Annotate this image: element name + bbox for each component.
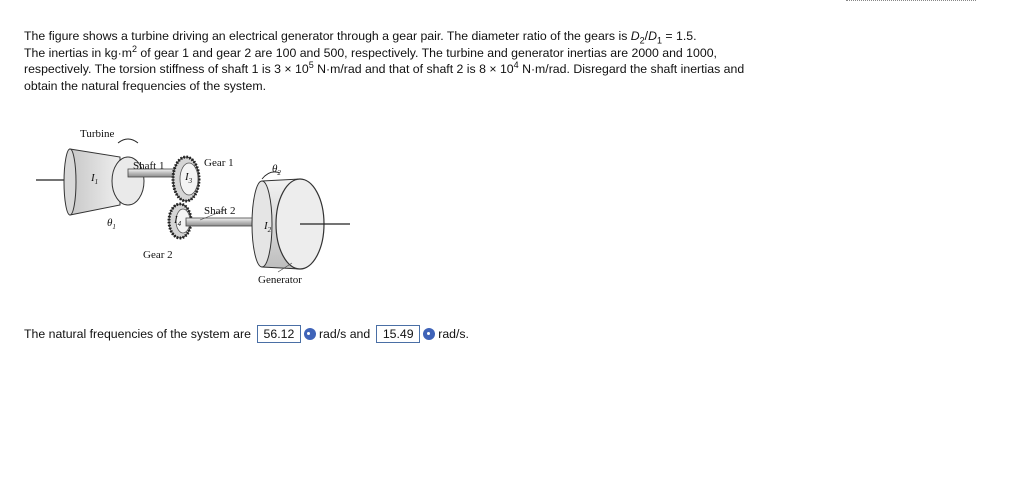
problem-line-2	[24, 45, 824, 62]
problem-text: respectively. The torsion stiffness of shaft 1 is 3 × 10	[24, 62, 309, 76]
info-circle-icon[interactable]	[304, 328, 316, 340]
I2-symbol: I	[264, 220, 268, 232]
shaft-2	[186, 218, 256, 226]
I3-subscript: 3	[188, 177, 193, 186]
I2-label	[264, 220, 271, 234]
I2-subscript: 2	[267, 226, 272, 235]
generator-label: Generator	[258, 274, 302, 286]
superscript: 5	[308, 59, 314, 70]
I4-symbol: I	[174, 214, 178, 226]
answer-input-2[interactable]: 15.49	[376, 325, 420, 343]
turbine-face	[64, 149, 76, 215]
system-diagram	[30, 123, 360, 293]
problem-text: N·m/rad and that of shaft 2 is 8 × 10	[313, 62, 514, 76]
theta2-subscript: 2	[277, 169, 281, 178]
answer-input-1[interactable]: 56.12	[257, 325, 301, 343]
theta2-label	[272, 163, 281, 177]
superscript: 4	[513, 59, 519, 70]
problem-text: The inertias in kg·m	[24, 45, 132, 60]
I1-label	[91, 172, 98, 186]
answer-prefix: The natural frequencies of the system are	[24, 327, 251, 341]
I4-label	[174, 214, 181, 228]
superscript: 2	[131, 43, 137, 54]
ratio-subscript: 2	[639, 35, 645, 46]
info-circle-icon[interactable]	[423, 328, 435, 340]
ratio-symbol: D	[630, 29, 640, 43]
answer-line	[24, 325, 469, 343]
ratio-slash: /	[644, 29, 649, 43]
I1-subscript: 1	[94, 178, 99, 187]
problem-line-1	[24, 28, 824, 45]
gear-2-label: Gear 2	[143, 249, 173, 261]
ratio-symbol: D	[648, 29, 657, 43]
problem-statement	[24, 28, 824, 94]
theta1-label	[107, 217, 116, 231]
theta1-symbol: θ	[107, 217, 113, 229]
answer-unit-1: rad/s and	[318, 327, 371, 341]
problem-text: N·m/rad. Disregard the shaft inertias and	[518, 62, 745, 76]
theta1-arrow	[118, 139, 138, 143]
problem-line-4: obtain the natural frequencies of the system.	[24, 78, 266, 93]
gear-1-label: Gear 1	[204, 157, 234, 169]
shaft-1-label: Shaft 1	[133, 160, 165, 172]
I1-symbol: I	[91, 172, 95, 184]
theta2-symbol: θ	[272, 163, 278, 175]
problem-line-3	[24, 61, 824, 78]
theta1-subscript: 1	[112, 223, 116, 232]
problem-text: The figure shows a turbine driving an electrical generator through a gear pair. The diameter ratio of the gears is	[24, 29, 631, 43]
answer-unit-2: rad/s.	[438, 327, 469, 341]
top-divider	[846, 0, 976, 1]
problem-text: = 1.5.	[662, 29, 697, 43]
I4-subscript: 4	[177, 220, 182, 229]
I3-label	[185, 171, 192, 185]
problem-text: of gear 1 and gear 2 are 100 and 500, respectively. The turbine and generator inertias are 2000 and 1000,	[137, 45, 717, 60]
turbine-generator-figure	[30, 123, 360, 293]
shaft-2-label: Shaft 2	[204, 205, 236, 217]
turbine-label: Turbine	[80, 128, 115, 140]
I3-symbol: I	[185, 171, 189, 183]
ratio-subscript: 1	[656, 35, 662, 46]
